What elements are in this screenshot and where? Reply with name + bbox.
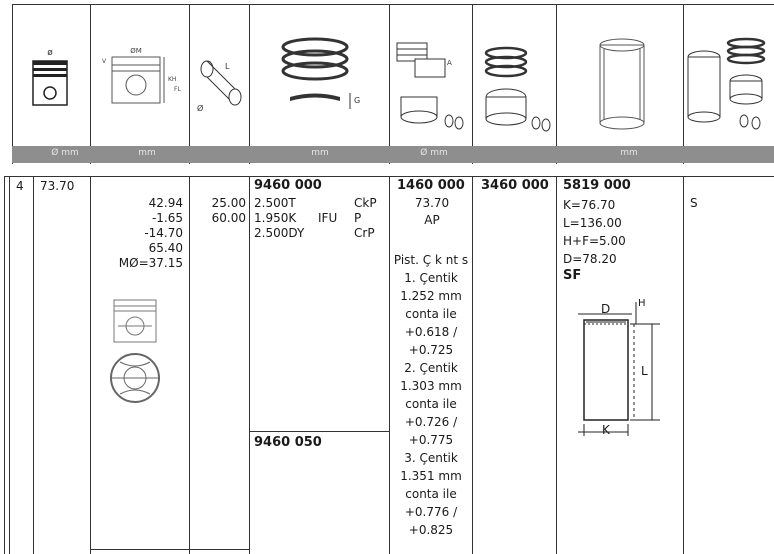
ring-type: CrP (354, 226, 375, 240)
liner-diagram-label-k: K (602, 423, 610, 437)
piston-dimensions-icon (98, 45, 183, 110)
ring-mid (318, 196, 337, 211)
set-code: 3460 000 (481, 178, 549, 193)
piston-side-thumbnail (108, 296, 162, 348)
piston-note: +0.825 (408, 523, 454, 537)
piston-note: 1.252 mm (400, 289, 462, 303)
liner-specs (563, 196, 626, 268)
liner-spec: L=136.00 (563, 216, 622, 230)
svg-text:Ø: Ø (197, 104, 204, 113)
ring-size: 2.500T (254, 196, 296, 210)
ring-mid (318, 226, 337, 241)
dim-value: -1.65 (151, 211, 183, 225)
rings-code-2: 9460 050 (254, 435, 322, 450)
piston-note: 1. Çentik (404, 271, 458, 285)
liner-diagram-label-d: D (601, 302, 611, 316)
cylinder-liner-icon (588, 35, 658, 135)
svg-text:G: G (354, 96, 361, 105)
piston-notes (390, 251, 472, 539)
piston-code: 1460 000 (397, 178, 465, 193)
piston-note: +0.618 / (404, 325, 458, 339)
piston-note: +0.776 / (404, 505, 458, 519)
dim-value: -14.70 (144, 226, 183, 240)
rings-mid (318, 196, 337, 241)
rings-code: 9460 000 (254, 178, 322, 193)
piston-assembly-icon (393, 35, 471, 135)
piston-note: 1.351 mm (400, 469, 462, 483)
piston-diameter: 73.70 (414, 196, 450, 210)
svg-text:KH: KH (168, 76, 177, 83)
piston-rings-icon (270, 35, 370, 125)
unit-label: Ø mm (51, 148, 79, 158)
unit-label: Ø mm (420, 148, 448, 158)
ring-mid: IFU (318, 211, 338, 225)
ring-type: P (354, 211, 362, 225)
svg-text:ø: ø (47, 48, 53, 58)
liner-spec: H+F=5.00 (563, 234, 626, 248)
pin-value: 25.00 (211, 196, 246, 210)
rings-sizes (254, 196, 304, 241)
svg-text:A: A (447, 59, 452, 67)
piston-note: conta ile (405, 397, 457, 411)
kit-code: S (690, 196, 698, 210)
piston-note: conta ile (405, 487, 457, 501)
dims-list (95, 196, 183, 271)
liner-type: SF (563, 268, 582, 283)
piston-pin-icon (195, 55, 245, 115)
liner-dimension-diagram (570, 298, 670, 443)
piston-top-thumbnail (108, 350, 162, 406)
liner-spec: K=76.70 (563, 198, 616, 212)
piston-note: 2. Çentik (404, 361, 458, 375)
svg-text:L: L (225, 62, 230, 71)
kit-set-icon (684, 35, 774, 135)
unit-label: mm (311, 148, 329, 158)
pin-list (194, 196, 246, 226)
unit-label: mm (620, 148, 638, 158)
piston-note: Pist. Ç k nt s (393, 253, 469, 267)
piston-note: +0.726 / (404, 415, 458, 429)
piston-note: +0.775 (408, 433, 454, 447)
liner-diagram-label-l: L (641, 364, 648, 378)
ring-type: CkP (354, 196, 377, 210)
dim-value: 42.94 (148, 196, 183, 210)
svg-text:FL: FL (174, 86, 181, 93)
piston-note: 1.303 mm (400, 379, 462, 393)
piston-note: +0.725 (408, 343, 454, 357)
unit-bar (12, 146, 774, 163)
pin-value: 60.00 (211, 211, 246, 225)
ring-size: 2.500DY (254, 226, 305, 240)
svg-text:ØM: ØM (130, 47, 142, 55)
row-diameter: 73.70 (40, 179, 75, 193)
piston-note: conta ile (405, 307, 457, 321)
piston-type: AP (424, 213, 440, 227)
unit-label: mm (138, 148, 156, 158)
piston-note: 3. Çentik (404, 451, 458, 465)
ring-size: 1.950K (254, 211, 297, 225)
piston-with-rings-icon (478, 45, 553, 135)
svg-text:V: V (102, 58, 107, 65)
liner-code: 5819 000 (563, 178, 631, 193)
liner-spec: D=78.20 (563, 252, 617, 266)
liner-diagram-label-h: H (638, 298, 646, 309)
piston-diameter-icon (25, 45, 75, 115)
dim-value: MØ=37.15 (118, 256, 183, 270)
rings-types (354, 196, 377, 241)
row-index: 4 (16, 179, 24, 193)
dim-value: 65.40 (148, 241, 183, 255)
